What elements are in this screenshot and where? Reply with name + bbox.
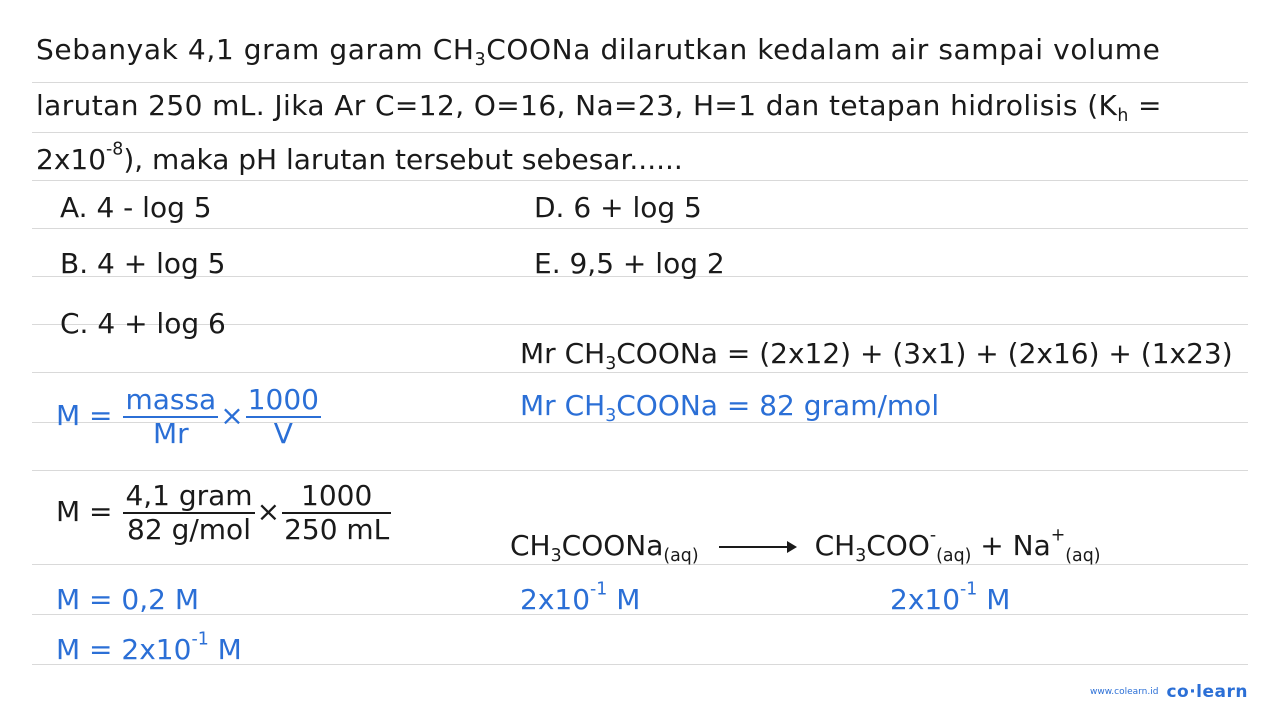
option-c: C. 4 + log 6 <box>60 307 226 340</box>
superscript: -8 <box>106 139 124 160</box>
charge-label: + <box>1050 525 1066 546</box>
superscript: -1 <box>590 579 608 600</box>
fraction-massa-mr <box>123 384 218 450</box>
state-label: (aq) <box>1065 546 1101 567</box>
question-line-3 <box>36 139 683 178</box>
question-text: COONa dilarutkan kedalam air sampai volume <box>486 33 1161 66</box>
reactant-ch3coona <box>510 529 699 567</box>
mr-calculation <box>520 336 1233 375</box>
subscript: 3 <box>605 354 617 375</box>
footer-url: www.colearn.id <box>1090 687 1159 697</box>
fraction-denominator: V <box>246 416 321 450</box>
fraction-denominator: 250 mL <box>284 513 390 546</box>
formula-lhs: M = <box>56 399 113 432</box>
mr-result <box>520 388 940 427</box>
formula-part: + Na <box>971 529 1051 562</box>
question-text: 2x10 <box>36 143 107 176</box>
molarity-result-2 <box>56 629 242 668</box>
product-ch3coo <box>814 525 972 567</box>
fraction-denominator: Mr <box>123 416 218 450</box>
concentration-ch3coona <box>520 579 641 618</box>
option-e: E. 9,5 + log 2 <box>534 247 725 280</box>
concentration-text: 2x10 <box>890 583 961 616</box>
fraction-numerator: 1000 <box>301 479 373 512</box>
superscript: -1 <box>960 579 978 600</box>
ruled-line <box>32 132 1248 133</box>
subscript: 3 <box>550 546 562 567</box>
ruled-line <box>32 180 1248 181</box>
times-symbol: × <box>220 399 244 432</box>
question-text: larutan 250 mL. Jika Ar C=12, O=16, Na=23, H=1 dan tetapan hidrolisis (K <box>36 89 1118 122</box>
reaction-arrow-icon <box>719 546 795 548</box>
result-text: M <box>208 633 242 666</box>
fraction-denominator: 82 g/mol <box>123 512 254 546</box>
molarity-result-1: M = 0,2 M <box>56 583 200 616</box>
charge-label: - <box>929 525 937 546</box>
mr-text: Mr CH <box>520 389 606 422</box>
question-text: ), maka pH larutan tersebut sebesar...... <box>123 143 683 176</box>
formula-part: COO <box>866 529 930 562</box>
fraction-numerator: 1000 <box>247 383 319 416</box>
mr-text: Mr CH <box>520 337 606 370</box>
product-na <box>971 525 1101 567</box>
formula-part: CH <box>814 529 856 562</box>
concentration-text: M <box>977 583 1011 616</box>
mr-text: COONa = 82 gram/mol <box>616 389 940 422</box>
formula-lhs: M = <box>56 495 113 528</box>
subscript: 3 <box>474 50 487 71</box>
dissociation-reaction <box>510 525 1101 567</box>
option-d: D. 6 + log 5 <box>534 191 702 224</box>
molarity-substitution <box>56 480 393 546</box>
subscript: h <box>1117 106 1129 127</box>
question-line-1 <box>36 32 1161 71</box>
ruled-line <box>32 82 1248 83</box>
fraction-1000-v <box>246 384 321 450</box>
subscript: 3 <box>605 406 617 427</box>
concentration-ch3coo <box>890 579 1011 618</box>
fraction-numerator: massa <box>125 383 217 416</box>
option-b: B. 4 + log 5 <box>60 247 226 280</box>
colearn-logo: co·learn <box>1166 682 1248 702</box>
times-symbol: × <box>256 495 281 528</box>
question-text: = <box>1128 89 1162 122</box>
formula-part: COONa <box>561 529 664 562</box>
ruled-line <box>32 470 1248 471</box>
subscript: 3 <box>855 546 867 567</box>
state-label: (aq) <box>936 546 972 567</box>
question-text: Sebanyak 4,1 gram garam CH <box>36 33 475 66</box>
ruled-line <box>32 372 1248 373</box>
concentration-text: M <box>607 583 641 616</box>
fraction-mass-over-mr <box>123 480 254 546</box>
option-a: A. 4 - log 5 <box>60 191 212 224</box>
superscript: -1 <box>191 629 209 650</box>
fraction-1000-over-volume <box>282 480 391 546</box>
molarity-formula <box>56 384 323 450</box>
result-text: M = 2x10 <box>56 633 192 666</box>
ruled-line <box>32 228 1248 229</box>
state-label: (aq) <box>663 546 699 567</box>
formula-part: CH <box>510 529 551 562</box>
footer-branding <box>1090 682 1248 702</box>
concentration-text: 2x10 <box>520 583 591 616</box>
question-line-2 <box>36 88 1162 127</box>
mr-text: COONa = (2x12) + (3x1) + (2x16) + (1x23) <box>616 337 1233 370</box>
fraction-numerator: 4,1 gram <box>125 479 253 512</box>
